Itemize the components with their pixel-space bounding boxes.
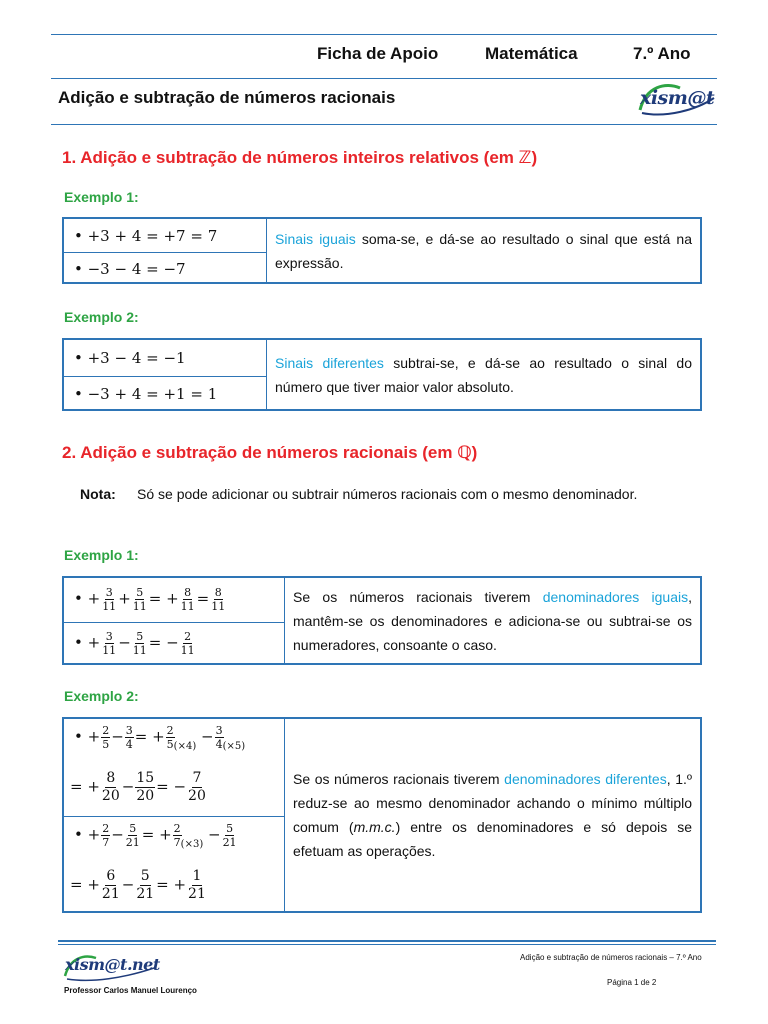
rule-text: Se os números racionais tiverem [293,771,505,787]
math-expression: • +3 + 4 = +7 = 7 [74,227,218,245]
section1-title: 1. Adição e subtração de números inteiros relativos (em ℤ) [62,148,538,167]
rule-description [285,719,700,911]
footer-rule [58,940,716,942]
rule-highlight: denominadores iguais [542,588,689,605]
section2-example2-label: Exemplo 2: [64,688,139,704]
math-expression: • +3 − 4 = −1 [74,349,186,367]
math-expression: • + $\frac{3}{11}$ + $\frac{5}{11}$ = + $\frac{8}{11}$ = $\frac{8}{11}$ [74,586,226,613]
footer-logo-text: xism@t.net [65,955,160,974]
math-row [64,340,266,376]
mmc-abbrev: m.m.c. [353,819,396,835]
math-column [64,578,285,663]
header-top-rule [51,34,717,35]
math-expression: • + $\frac{2}{5}$ − $\frac{3}{4}$ = + $\frac{2}{5}$ $_{(\times 4)}$ − $\frac{3}{4}$ $_{(\times 5)}$ [74,724,246,752]
subject: Matemática [485,44,578,63]
math-row [64,376,266,411]
math-expression: • + $\frac{3}{11}$ − $\frac{5}{11}$ = − $\frac{2}{11}$ [74,630,195,657]
section2-example2-box [62,717,702,913]
rule-highlight: denominadores diferentes [504,771,667,787]
rule-highlight: Sinais diferentes [275,354,384,371]
rule-description [267,219,700,282]
footer-doc-ref: Adição e subtração de números racionais – 7.º Ano [520,953,702,962]
rule-text: , mantêm-se os denominadores e adiciona-se ou subtrai-se os numeradores, consoante o caso. [293,588,692,653]
math-column [64,219,267,282]
rule-text: Se os números racionais tiverem [293,588,543,605]
math-expression: = + $\frac{8}{20}$ − $\frac{15}{20}$ = − $\frac{7}{20}$ [70,770,206,804]
grade: 7.º Ano [633,44,691,63]
xismat-logo [636,80,718,118]
math-column [64,719,285,911]
math-expression: • −3 + 4 = +1 = 1 [74,385,218,403]
math-expression: • + $\frac{2}{7}$ − $\frac{5}{21}$ = + $\frac{2}{7}$ $_{(\times 3)}$ − $\frac{5}{21}$ [74,822,237,850]
rule-description [285,578,700,663]
math-row [64,622,284,665]
math-expression: = + $\frac{6}{21}$ − $\frac{5}{21}$ = + $\frac{1}{21}$ [70,868,206,902]
rule-text: , 1.º reduz-se ao mesmo denominador achando o mínimo múltiplo comum ( [293,771,692,835]
rule-text: ) entre os denominadores e só depois se efetuam as operações. [293,819,692,859]
footer-page-number: Página 1 de 2 [607,978,657,987]
header-bar [51,44,701,68]
doc-type: Ficha de Apoio [317,44,439,63]
math-expression: • −3 − 4 = −7 [74,260,186,278]
topic-title: Adição e subtração de números racionais [58,88,396,107]
note-text: Só se pode adicionar ou subtrair números racionais com o mesmo denominador. [137,486,638,502]
math-row [64,252,266,284]
section1-example2-box [62,338,702,411]
footer-author: Professor Carlos Manuel Lourenço [64,986,197,995]
rule-text: subtrai-se, e dá-se ao resultado o sinal do número que tiver maior valor absoluto. [275,354,692,395]
section1-example1-box [62,217,702,284]
math-row [64,719,284,816]
math-row [64,219,266,252]
math-column [64,340,267,409]
logo-text: xism@t [640,87,715,109]
header-bottom-rule [51,124,717,125]
section1-example2-label: Exemplo 2: [64,309,139,325]
rule-text: soma-se, e dá-se ao resultado o sinal que está na expressão. [275,230,692,271]
rule-description [267,340,700,409]
section1-example1-label: Exemplo 1: [64,189,139,205]
math-row [64,816,284,913]
header-middle-rule [51,78,717,79]
note-label: Nota: [80,486,116,502]
section2-example1-box [62,576,702,665]
section2-example1-label: Exemplo 1: [64,547,139,563]
rule-highlight: Sinais iguais [275,230,356,247]
footer-rule-thin [58,944,716,945]
math-row [64,578,284,622]
section2-title: 2. Adição e subtração de números racionais (em ℚ) [62,443,478,462]
